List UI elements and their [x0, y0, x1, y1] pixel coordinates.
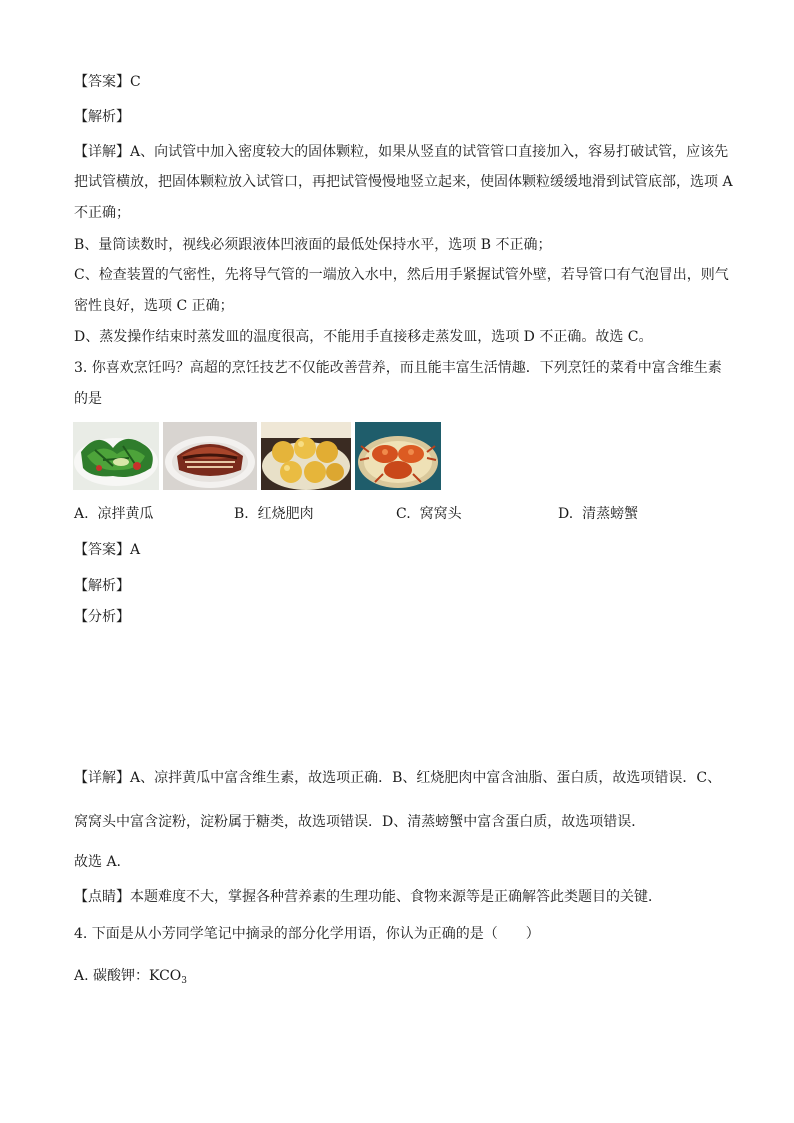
- detail-line: [74, 768, 721, 788]
- option-d-explanation: D、蒸发操作结束时蒸发皿的温度很高，不能用手直接移走蒸发皿，选项 D 不正确。故选 C。: [74, 329, 653, 345]
- option-letter: D.: [558, 506, 574, 522]
- formula-subscript: 3: [181, 976, 188, 986]
- steamed-crab-photo: [355, 422, 441, 490]
- comment-tag: 【点睛】: [74, 889, 130, 905]
- detail-text: A、凉拌黄瓜中富含维生素，故选项正确．B、红烧肥肉中富含油脂、蛋白质，故选项错误．C、: [130, 770, 722, 786]
- option-text: 窝窝头: [419, 506, 462, 522]
- wowotou-photo: [261, 422, 351, 490]
- question-stem: 的是: [74, 391, 102, 407]
- detail-line: [74, 142, 728, 162]
- dish-photos: [73, 422, 441, 490]
- option-b-explanation: B、量筒读数时，视线必须跟液体凹液面的最低处保持水平，选项 B 不正确；: [74, 237, 552, 253]
- question-stem: 4. 下面是从小芳同学笔记中摘录的部分化学用语，你认为正确的是（ ）: [74, 926, 540, 942]
- option-text: 凉拌黄瓜: [97, 506, 154, 522]
- option-letter: B.: [234, 506, 249, 522]
- answer-value: A: [130, 542, 141, 558]
- answer-tag: 【答案】: [74, 74, 130, 90]
- answer-tag: 【答案】: [74, 542, 130, 558]
- braised-pork-photo: [163, 422, 257, 490]
- detail-line: 把试管横放，把固体颗粒放入试管口，再把试管慢慢地竖立起来，使固体颗粒缓缓地滑到试管底部，选项 A: [74, 174, 733, 190]
- option-c-explanation: 密性良好，选项 C 正确；: [74, 298, 234, 314]
- analysis-tag: 【解析】: [74, 578, 130, 594]
- option-b: [234, 504, 314, 524]
- option-a: [74, 504, 153, 524]
- chemical-formula: KCO: [149, 968, 182, 984]
- fenxi-tag: 【分析】: [74, 609, 130, 625]
- comment-text: 本题难度不大，掌握各种营养素的生理功能、食物来源等是正确解答此类题目的关键．: [130, 889, 662, 905]
- option-text: 红烧肥肉: [257, 506, 314, 522]
- option-c-explanation: C、检查装置的气密性，先将导气管的一端放入水中，然后用手紧握试管外壁，若导管口有气泡冒出，则气: [74, 267, 729, 283]
- option-c: [396, 504, 462, 524]
- option-d: [558, 504, 638, 524]
- option-a: [74, 966, 187, 991]
- answer-value: C: [130, 74, 141, 90]
- answer-row: [74, 540, 140, 560]
- analysis-tag: 【解析】: [74, 109, 130, 125]
- final-choice: 故选 A.: [74, 854, 122, 870]
- option-label: A. 碳酸钾：: [74, 968, 150, 984]
- detail-tag: 【详解】: [74, 144, 130, 160]
- answer-row: [74, 72, 141, 92]
- detail-text: A、向试管中加入密度较大的固体颗粒，如果从竖直的试管管口直接加入，容易打破试管，应该先: [130, 144, 729, 160]
- cucumber-salad-photo: [73, 422, 159, 490]
- detail-line: 不正确；: [74, 205, 130, 221]
- option-letter: C.: [396, 506, 411, 522]
- option-letter: A.: [74, 506, 89, 522]
- question-stem: 3. 你喜欢烹饪吗？高超的烹饪技艺不仅能改善营养，而且能丰富生活情趣．下列烹饪的菜肴中富含维生素: [74, 360, 722, 376]
- detail-tag: 【详解】: [74, 770, 130, 786]
- option-text: 清蒸螃蟹: [582, 506, 639, 522]
- comment-line: [74, 887, 662, 907]
- detail-line: 窝窝头中富含淀粉，淀粉属于糖类，故选项错误．D、清蒸螃蟹中富含蛋白质，故选项错误．: [74, 814, 646, 830]
